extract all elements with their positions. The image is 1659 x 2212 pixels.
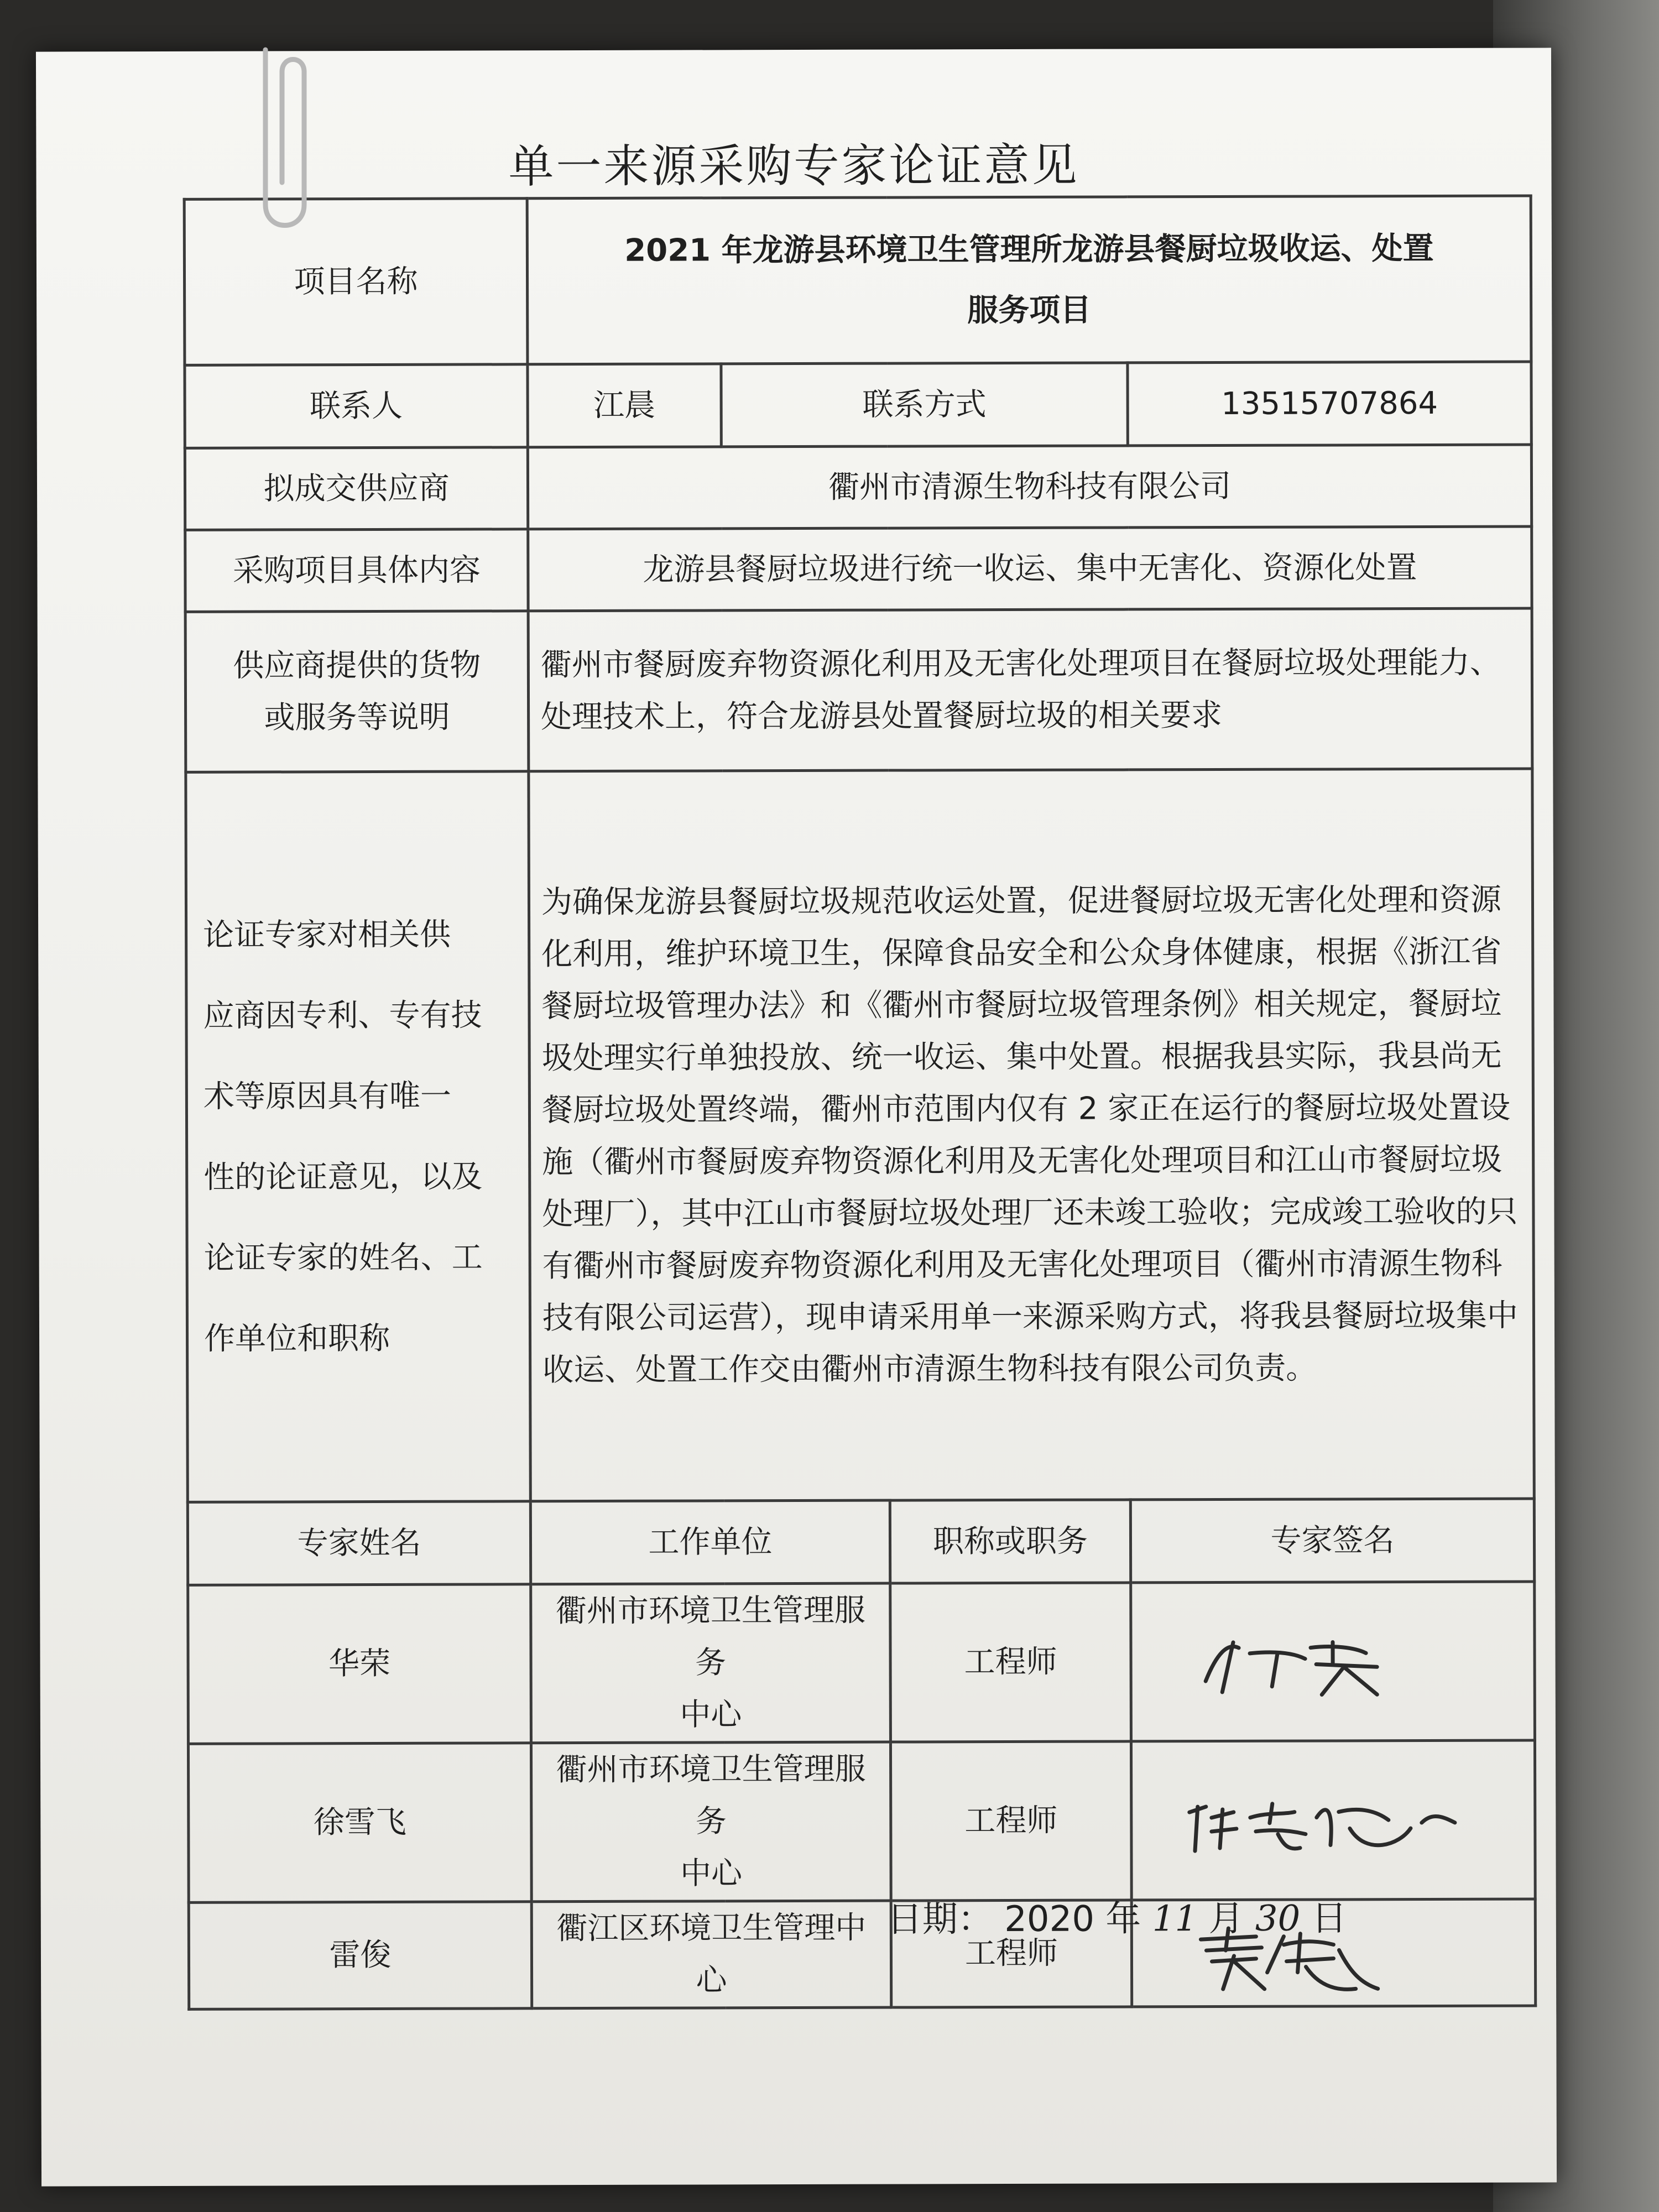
expert-row (188, 1740, 1535, 1902)
label-expert-opinion (186, 771, 530, 1503)
supplier-name: 衢州市清源生物科技有限公司 (528, 445, 1531, 529)
row-expert-opinion (186, 769, 1534, 1502)
expert-unit (531, 1583, 891, 1743)
row-supplier (185, 445, 1531, 530)
expert-name: 华荣 (188, 1584, 531, 1744)
goods-description-value: 衢州市餐厨废弃物资源化利用及无害化处理项目在餐厨垃圾处理能力、处理技术上，符合龙游县处置餐厨垃圾的相关要求 (528, 608, 1532, 771)
date-day: 30 (1255, 1898, 1301, 1939)
project-name-value (527, 196, 1531, 364)
label-opinion-line6: 作单位和职称 (204, 1320, 390, 1357)
expert-signature (1131, 1740, 1535, 1900)
label-goods-line2: 或服务等说明 (264, 699, 450, 736)
header-title: 职称或职务 (890, 1500, 1130, 1583)
label-opinion-line2: 应商因专利、专有技 (203, 997, 482, 1034)
expert-unit-line1: 衢州市环境卫生管理服务 (556, 1751, 866, 1840)
expert-unit (531, 1901, 891, 2008)
content-value: 龙游县餐厨垃圾进行统一收运、集中无害化、资源化处置 (528, 526, 1532, 611)
expert-title: 工程师 (890, 1741, 1131, 1901)
label-contact-method: 联系方式 (721, 363, 1128, 447)
signature-xu-xuefei (1144, 1778, 1522, 1863)
expert-signature (1131, 1582, 1535, 1741)
row-content (185, 526, 1532, 612)
form-table (183, 195, 1537, 2011)
project-name-line1: 2021 年龙游县环境卫生管理所龙游县餐厨垃圾收运、处置 (624, 230, 1434, 269)
date-year-unit: 年 (1105, 1898, 1141, 1940)
label-content: 采购项目具体内容 (185, 529, 528, 612)
header-work-unit: 工作单位 (530, 1500, 890, 1584)
expert-opinion-value: 为确保龙游县餐厨垃圾规范收运处置，促进餐厨垃圾无害化处理和资源化利用，维护环境卫生，保障食品安全和公众身体健康，根据《浙江省餐厨垃圾管理办法》和《衢州市餐厨垃圾管理条例》相关规定，餐厨垃圾处理实行单独投放、统一收运、集中处置。根据我县实际，我县尚无餐厨垃圾处置终端，衢州市范围内仅有 2 家正在运行的餐厨垃圾处置设施（衢州市餐厨废弃物资源化利用及无害化处理项目和江山市餐厨垃圾处理厂），其中江山市餐厨垃圾处理厂还未竣工验收；完成竣工验收的只有衢州市餐厨废弃物资源化利用及无害化处理项目（衢州市清源生物科技有限公司运营），现申请采用单一来源采购方式，将我县餐厨垃圾集中收运、处置工作交由衢州市清源生物科技有限公司负责。 (529, 769, 1534, 1501)
signing-date (887, 1890, 1347, 1942)
expert-unit-line2: 中心 (680, 1697, 742, 1733)
row-goods-description (185, 608, 1532, 772)
expert-title: 工程师 (890, 1583, 1131, 1742)
contact-phone: 13515707864 (1128, 362, 1531, 446)
expert-table-header (187, 1499, 1534, 1585)
expert-unit-line2: 中心 (680, 1855, 743, 1892)
label-goods-line1: 供应商提供的货物 (233, 646, 481, 684)
date-month: 11 (1152, 1898, 1198, 1940)
label-opinion-line5: 论证专家的姓名、工 (204, 1239, 483, 1276)
paperclip-icon (243, 39, 326, 243)
row-project-name (184, 196, 1531, 365)
expert-unit (531, 1742, 891, 1902)
date-year: 2020 (1004, 1898, 1095, 1940)
header-expert-name: 专家姓名 (187, 1501, 530, 1585)
project-name-line2: 服务项目 (967, 292, 1092, 328)
expert-row (188, 1582, 1535, 1744)
form-paper (36, 48, 1557, 2186)
expert-title: 工程师 (891, 1900, 1132, 2007)
header-signature: 专家签名 (1130, 1499, 1534, 1583)
date-month-unit: 月 (1208, 1898, 1244, 1940)
expert-unit-line1: 衢江区环境卫生管理中心 (556, 1910, 867, 1999)
expert-unit-line1: 衢州市环境卫生管理服务 (555, 1592, 865, 1681)
expert-name: 雷俊 (189, 1902, 532, 2010)
label-contact: 联系人 (185, 364, 528, 448)
document-title: 单一来源采购专家论证意见 (508, 139, 1079, 194)
signature-hua-rong (1143, 1620, 1522, 1704)
label-supplier: 拟成交供应商 (185, 447, 528, 530)
expert-name: 徐雪飞 (188, 1743, 531, 1903)
row-contact (185, 362, 1531, 448)
label-opinion-line1: 论证专家对相关供 (203, 916, 451, 953)
label-project-name: 项目名称 (184, 199, 528, 366)
label-opinion-line3: 术等原因具有唯一 (203, 1078, 451, 1115)
label-opinion-line4: 性的论证意见，以及 (204, 1158, 483, 1196)
date-label: 日期： (886, 1899, 993, 1940)
contact-name: 江晨 (528, 364, 721, 447)
label-goods-description (185, 611, 529, 773)
date-day-unit: 日 (1311, 1898, 1347, 1939)
